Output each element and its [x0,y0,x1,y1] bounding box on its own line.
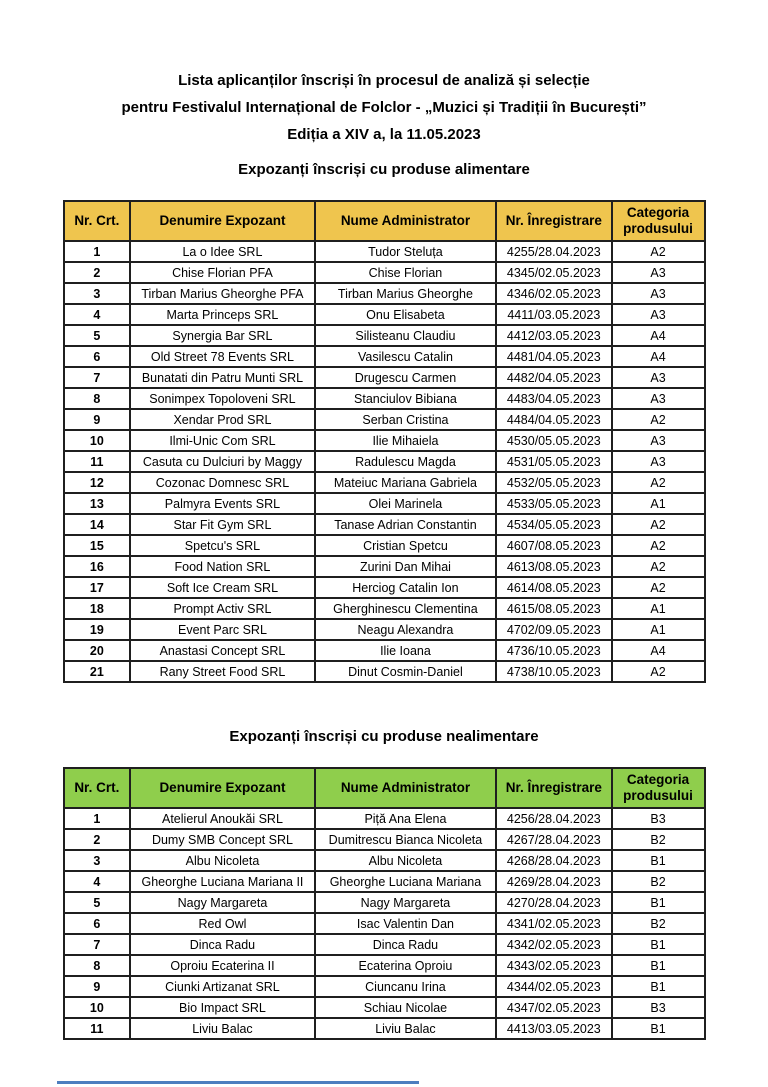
table-cell: Rany Street Food SRL [130,661,315,682]
table-row [64,388,705,409]
row-number-cell: 6 [64,913,131,934]
table-cell: Cristian Spetcu [315,535,496,556]
row-number-cell: 12 [64,472,131,493]
table-row [64,577,705,598]
row-number-cell: 4 [64,304,131,325]
table-cell: Synergia Bar SRL [130,325,315,346]
table-row [64,556,705,577]
row-number-cell: 10 [64,997,131,1018]
table-cell: A1 [612,619,705,640]
table-cell: A2 [612,535,705,556]
table-cell: 4481/04.05.2023 [496,346,611,367]
table-cell: A2 [612,577,705,598]
row-number-cell: 3 [64,850,131,871]
table-cell: 4268/28.04.2023 [496,850,611,871]
table-row [64,262,705,283]
table-row [64,598,705,619]
table-cell: 4411/03.05.2023 [496,304,611,325]
table-cell: Vasilescu Catalin [315,346,496,367]
row-number-cell: 2 [64,829,131,850]
table-row [64,808,705,829]
table-cell: 4255/28.04.2023 [496,241,611,262]
table-cell: 4344/02.05.2023 [496,976,611,997]
table-cell: La o Idee SRL [130,241,315,262]
table-header [64,201,705,241]
table-cell: Palmyra Events SRL [130,493,315,514]
row-number-cell: 6 [64,346,131,367]
table-cell: 4607/08.05.2023 [496,535,611,556]
table-cell: Albu Nicoleta [315,850,496,871]
table-row [64,367,705,388]
table-cell: A3 [612,388,705,409]
table-cell: 4346/02.05.2023 [496,283,611,304]
table-cell: 4736/10.05.2023 [496,640,611,661]
column-header: Nr. Înregistrare [496,768,611,808]
table-cell: Piță Ana Elena [315,808,496,829]
header-row [64,768,705,808]
table-cell: B1 [612,955,705,976]
table-cell: 4738/10.05.2023 [496,661,611,682]
table-row [64,661,705,682]
table-cell: Ilmi-Unic Com SRL [130,430,315,451]
table-cell: Bio Impact SRL [130,997,315,1018]
table-cell: Atelierul Anoukăi SRL [130,808,315,829]
table-cell: Prompt Activ SRL [130,598,315,619]
table-row [64,871,705,892]
table-cell: 4347/02.05.2023 [496,997,611,1018]
table-cell: Nagy Margareta [315,892,496,913]
table-cell: Albu Nicoleta [130,850,315,871]
table-cell: Ecaterina Oproiu [315,955,496,976]
row-number-cell: 7 [64,367,131,388]
table-cell: Chise Florian [315,262,496,283]
table-cell: A2 [612,556,705,577]
table-row [64,1018,705,1039]
table-row [64,640,705,661]
row-number-cell: 2 [64,262,131,283]
footer-accent-line [57,1081,419,1084]
table-row [64,304,705,325]
table-row [64,535,705,556]
table-cell: Dumitrescu Bianca Nicoleta [315,829,496,850]
table-cell: Isac Valentin Dan [315,913,496,934]
table-cell: 4267/28.04.2023 [496,829,611,850]
table-cell: Star Fit Gym SRL [130,514,315,535]
column-header: Denumire Expozant [130,768,315,808]
table-cell: Sonimpex Topoloveni SRL [130,388,315,409]
table-cell: Radulescu Magda [315,451,496,472]
table-row [64,955,705,976]
table-cell: Soft Ice Cream SRL [130,577,315,598]
row-number-cell: 4 [64,871,131,892]
column-header: Nr. Înregistrare [496,201,611,241]
row-number-cell: 5 [64,325,131,346]
table-cell: 4613/08.05.2023 [496,556,611,577]
table-cell: Gheorghe Luciana Mariana [315,871,496,892]
table-cell: Dinca Radu [130,934,315,955]
table-cell: 4341/02.05.2023 [496,913,611,934]
table-cell: A3 [612,367,705,388]
table-cell: Schiau Nicolae [315,997,496,1018]
row-number-cell: 1 [64,808,131,829]
table-cell: Dumy SMB Concept SRL [130,829,315,850]
title-line-3: Ediția a XIV a, la 11.05.2023 [287,126,481,143]
table-cell: Serban Cristina [315,409,496,430]
row-number-cell: 1 [64,241,131,262]
table-cell: B2 [612,829,705,850]
table-cell: B1 [612,892,705,913]
column-header: Categoria produsului [612,201,705,241]
table-cell: 4345/02.05.2023 [496,262,611,283]
table-cell: 4482/04.05.2023 [496,367,611,388]
table-cell: Neagu Alexandra [315,619,496,640]
title-line-2: pentru Festivalul Internațional de Folclor - „Muzici și Tradiții în București” [121,99,647,116]
table-cell: A1 [612,493,705,514]
table-row [64,409,705,430]
table-cell: Olei Marinela [315,493,496,514]
table-row [64,850,705,871]
table-cell: Onu Elisabeta [315,304,496,325]
table-cell: Bunatati din Patru Munti SRL [130,367,315,388]
table-row [64,325,705,346]
table-cell: Tanase Adrian Constantin [315,514,496,535]
table-cell: Mateiuc Mariana Gabriela [315,472,496,493]
table-cell: Cozonac Domnesc SRL [130,472,315,493]
row-number-cell: 7 [64,934,131,955]
table-row [64,976,705,997]
table-cell: 4534/05.05.2023 [496,514,611,535]
table-cell: Ilie Mihaiela [315,430,496,451]
table-cell: B1 [612,976,705,997]
table-cell: A4 [612,640,705,661]
table-cell: Marta Princeps SRL [130,304,315,325]
table-cell: Silisteanu Claudiu [315,325,496,346]
table-cell: Nagy Margareta [130,892,315,913]
table-cell: 4530/05.05.2023 [496,430,611,451]
title-line-1: Lista aplicanților înscriși în procesul de analiză și selecție [178,72,590,89]
table-row [64,472,705,493]
row-number-cell: 15 [64,535,131,556]
table-cell: A2 [612,514,705,535]
table-row [64,451,705,472]
table-row [64,997,705,1018]
table-cell: 4615/08.05.2023 [496,598,611,619]
column-header: Nr. Crt. [64,768,131,808]
table-row [64,283,705,304]
table-cell: Zurini Dan Mihai [315,556,496,577]
column-header: Nr. Crt. [64,201,131,241]
column-header: Denumire Expozant [130,201,315,241]
table-cell: Tirban Marius Gheorghe [315,283,496,304]
row-number-cell: 8 [64,388,131,409]
table-cell: Old Street 78 Events SRL [130,346,315,367]
table-row [64,913,705,934]
table-cell: 4702/09.05.2023 [496,619,611,640]
table-cell: A2 [612,409,705,430]
table-row [64,241,705,262]
table-cell: 4342/02.05.2023 [496,934,611,955]
table-cell: A2 [612,661,705,682]
table-alimentare [63,200,706,683]
row-number-cell: 13 [64,493,131,514]
table-row [64,514,705,535]
table-cell: B1 [612,850,705,871]
table-cell: A1 [612,598,705,619]
table-cell: Dinca Radu [315,934,496,955]
column-header: Categoria produsului [612,768,705,808]
table-cell: A4 [612,325,705,346]
table-cell: 4484/04.05.2023 [496,409,611,430]
table-cell: B3 [612,997,705,1018]
table-cell: 4533/05.05.2023 [496,493,611,514]
table-cell: Oproiu Ecaterina II [130,955,315,976]
table-cell: B1 [612,934,705,955]
row-number-cell: 11 [64,451,131,472]
table-row [64,934,705,955]
table-cell: Gheorghe Luciana Mariana II [130,871,315,892]
table-cell: Liviu Balac [315,1018,496,1039]
table-cell: 4532/05.05.2023 [496,472,611,493]
table-cell: Liviu Balac [130,1018,315,1039]
table-cell: Ciuncanu Irina [315,976,496,997]
table-cell: A3 [612,304,705,325]
row-number-cell: 17 [64,577,131,598]
table-cell: Dinut Cosmin-Daniel [315,661,496,682]
table-cell: Tudor Steluța [315,241,496,262]
header-row [64,201,705,241]
row-number-cell: 11 [64,1018,131,1039]
table-cell: Food Nation SRL [130,556,315,577]
table-cell: Chise Florian PFA [130,262,315,283]
table-nealimentare [63,767,706,1040]
row-number-cell: 18 [64,598,131,619]
table-row [64,619,705,640]
table-cell: A4 [612,346,705,367]
table-cell: 4270/28.04.2023 [496,892,611,913]
row-number-cell: 9 [64,409,131,430]
table-cell: B2 [612,913,705,934]
table-cell: 4269/28.04.2023 [496,871,611,892]
row-number-cell: 10 [64,430,131,451]
table-header [64,768,705,808]
table-cell: B3 [612,808,705,829]
table-cell: Tirban Marius Gheorghe PFA [130,283,315,304]
table-cell: Xendar Prod SRL [130,409,315,430]
section-title-alimentare: Expozanți înscriși cu produse alimentare [238,161,530,178]
table-cell: B2 [612,871,705,892]
table-cell: 4343/02.05.2023 [496,955,611,976]
row-number-cell: 14 [64,514,131,535]
table-cell: A2 [612,241,705,262]
table-row [64,829,705,850]
row-number-cell: 5 [64,892,131,913]
table-cell: B1 [612,1018,705,1039]
table-cell: A3 [612,430,705,451]
table-cell: Drugescu Carmen [315,367,496,388]
table-cell: 4412/03.05.2023 [496,325,611,346]
table-cell: A3 [612,262,705,283]
table-cell: Red Owl [130,913,315,934]
table-cell: Ciunki Artizanat SRL [130,976,315,997]
row-number-cell: 16 [64,556,131,577]
table-cell: A3 [612,283,705,304]
table-row [64,493,705,514]
row-number-cell: 9 [64,976,131,997]
table-cell: Spetcu's SRL [130,535,315,556]
table-cell: 4531/05.05.2023 [496,451,611,472]
table-cell: Event Parc SRL [130,619,315,640]
document-title [0,0,768,148]
table-cell: Anastasi Concept SRL [130,640,315,661]
table-row [64,430,705,451]
table-cell: Ilie Ioana [315,640,496,661]
row-number-cell: 19 [64,619,131,640]
section-title-nealimentare: Expozanți înscriși cu produse nealimentare [229,728,539,745]
table-cell: A3 [612,451,705,472]
column-header: Nume Administrator [315,201,496,241]
row-number-cell: 3 [64,283,131,304]
row-number-cell: 21 [64,661,131,682]
table-cell: 4483/04.05.2023 [496,388,611,409]
table-cell: A2 [612,472,705,493]
table-cell: Herciog Catalin Ion [315,577,496,598]
table-cell: Casuta cu Dulciuri by Maggy [130,451,315,472]
table-cell: 4614/08.05.2023 [496,577,611,598]
table-cell: 4256/28.04.2023 [496,808,611,829]
row-number-cell: 20 [64,640,131,661]
table-row [64,892,705,913]
table-cell: 4413/03.05.2023 [496,1018,611,1039]
column-header: Nume Administrator [315,768,496,808]
table-row [64,346,705,367]
row-number-cell: 8 [64,955,131,976]
table-cell: Stanciulov Bibiana [315,388,496,409]
table-cell: Gherghinescu Clementina [315,598,496,619]
